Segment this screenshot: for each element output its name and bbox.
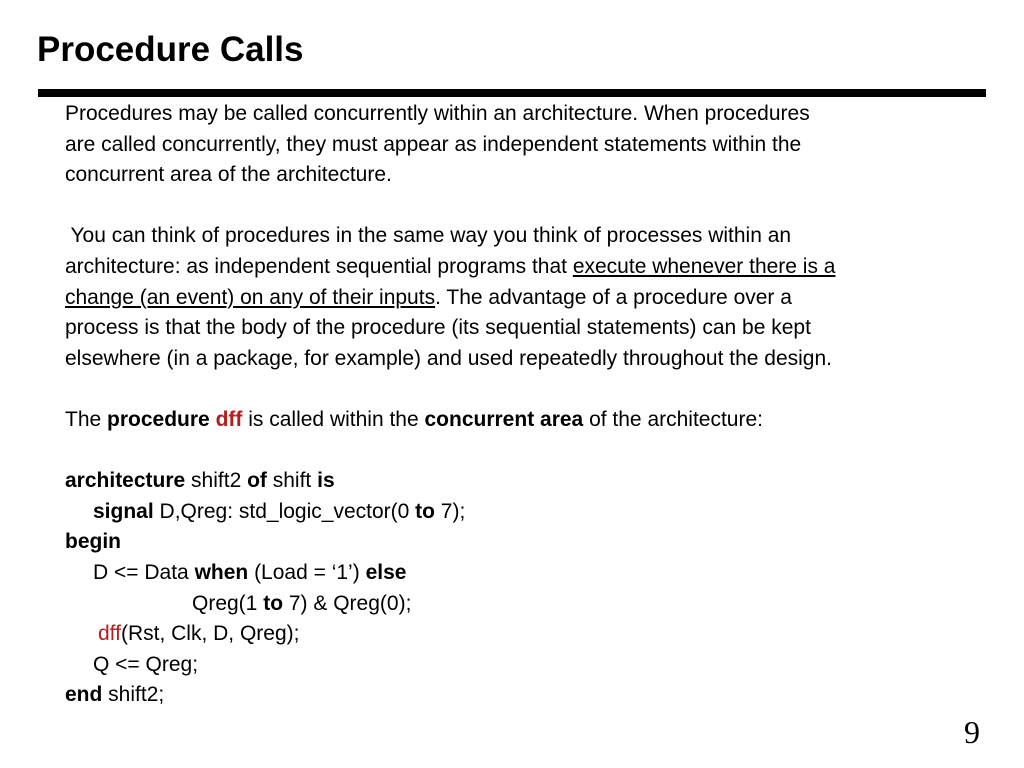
text-span: You can think of procedures in the same way you think of processes within an [65,224,792,248]
code-text: Qreg(1 [192,591,264,615]
slide-body [65,99,1010,711]
paragraph-dff-call [65,405,1010,436]
code-block [65,466,1010,711]
code-line [65,497,1010,528]
blank-line [65,436,1010,467]
code-line [65,589,1010,620]
bold-text: procedure [107,407,210,431]
code-line [65,650,1010,681]
code-keyword: end [65,683,103,707]
text-span: of the architecture: [583,407,763,431]
code-text: shift [266,469,318,493]
title-divider [38,89,986,97]
code-line [65,680,1010,711]
code-keyword: is [317,469,335,493]
text-line: are called concurrently, they must appear as independent statements within the [65,132,802,156]
code-keyword: to [415,499,435,523]
text-line: elsewhere (in a package, for example) and used repeatedly throughout the design. [65,346,832,370]
code-text: (Rst, Clk, D, Qreg); [120,622,300,646]
code-keyword: to [263,591,284,615]
page-number: 9 [964,714,980,750]
code-text: Q <= Qreg; [93,652,199,676]
code-text: (Load = ‘1’) [248,560,366,584]
bold-text: concurrent area [424,407,584,431]
text-line [65,252,1010,283]
blank-line [65,374,1010,405]
code-line [65,558,1010,589]
code-text: D <= Data [93,560,195,584]
code-line [65,466,1010,497]
code-text: shift2 [185,469,248,493]
slide-title: Procedure Calls [37,30,304,69]
code-text: 7); [434,499,466,523]
text-line [65,283,1010,314]
text-span: . The advantage of a procedure over a [435,285,792,309]
text-line [65,221,1010,252]
text-span: The [65,407,108,431]
code-keyword: when [194,560,249,584]
code-keyword: signal [93,499,154,523]
highlighted-keyword: dff [215,407,243,431]
code-keyword: architecture [65,469,186,493]
text-span: is called within the [242,407,425,431]
code-keyword: begin [65,530,121,554]
blank-line [65,191,1010,222]
code-text: D,Qreg: std_logic_vector(0 [153,499,416,523]
code-keyword: else [365,560,407,584]
code-line [65,527,1010,558]
code-keyword: of [247,469,267,493]
text-line: Procedures may be called concurrently within an architecture. When procedures [65,102,810,125]
paragraph-processes [65,221,1010,374]
text-line: concurrent area of the architecture. [65,163,392,187]
text-span: architecture: as independent sequential programs that [65,254,573,278]
underlined-text: execute whenever there is a [572,254,836,278]
underlined-text: change (an event) on any of their inputs [65,285,436,309]
paragraph-intro [65,99,1010,191]
highlighted-procedure: dff [98,622,121,646]
code-text: 7) & Qreg(0); [283,591,412,615]
text-line: process is that the body of the procedure (its sequential statements) can be kept [65,316,811,340]
code-text: shift2; [102,683,165,707]
code-line [65,619,1010,650]
